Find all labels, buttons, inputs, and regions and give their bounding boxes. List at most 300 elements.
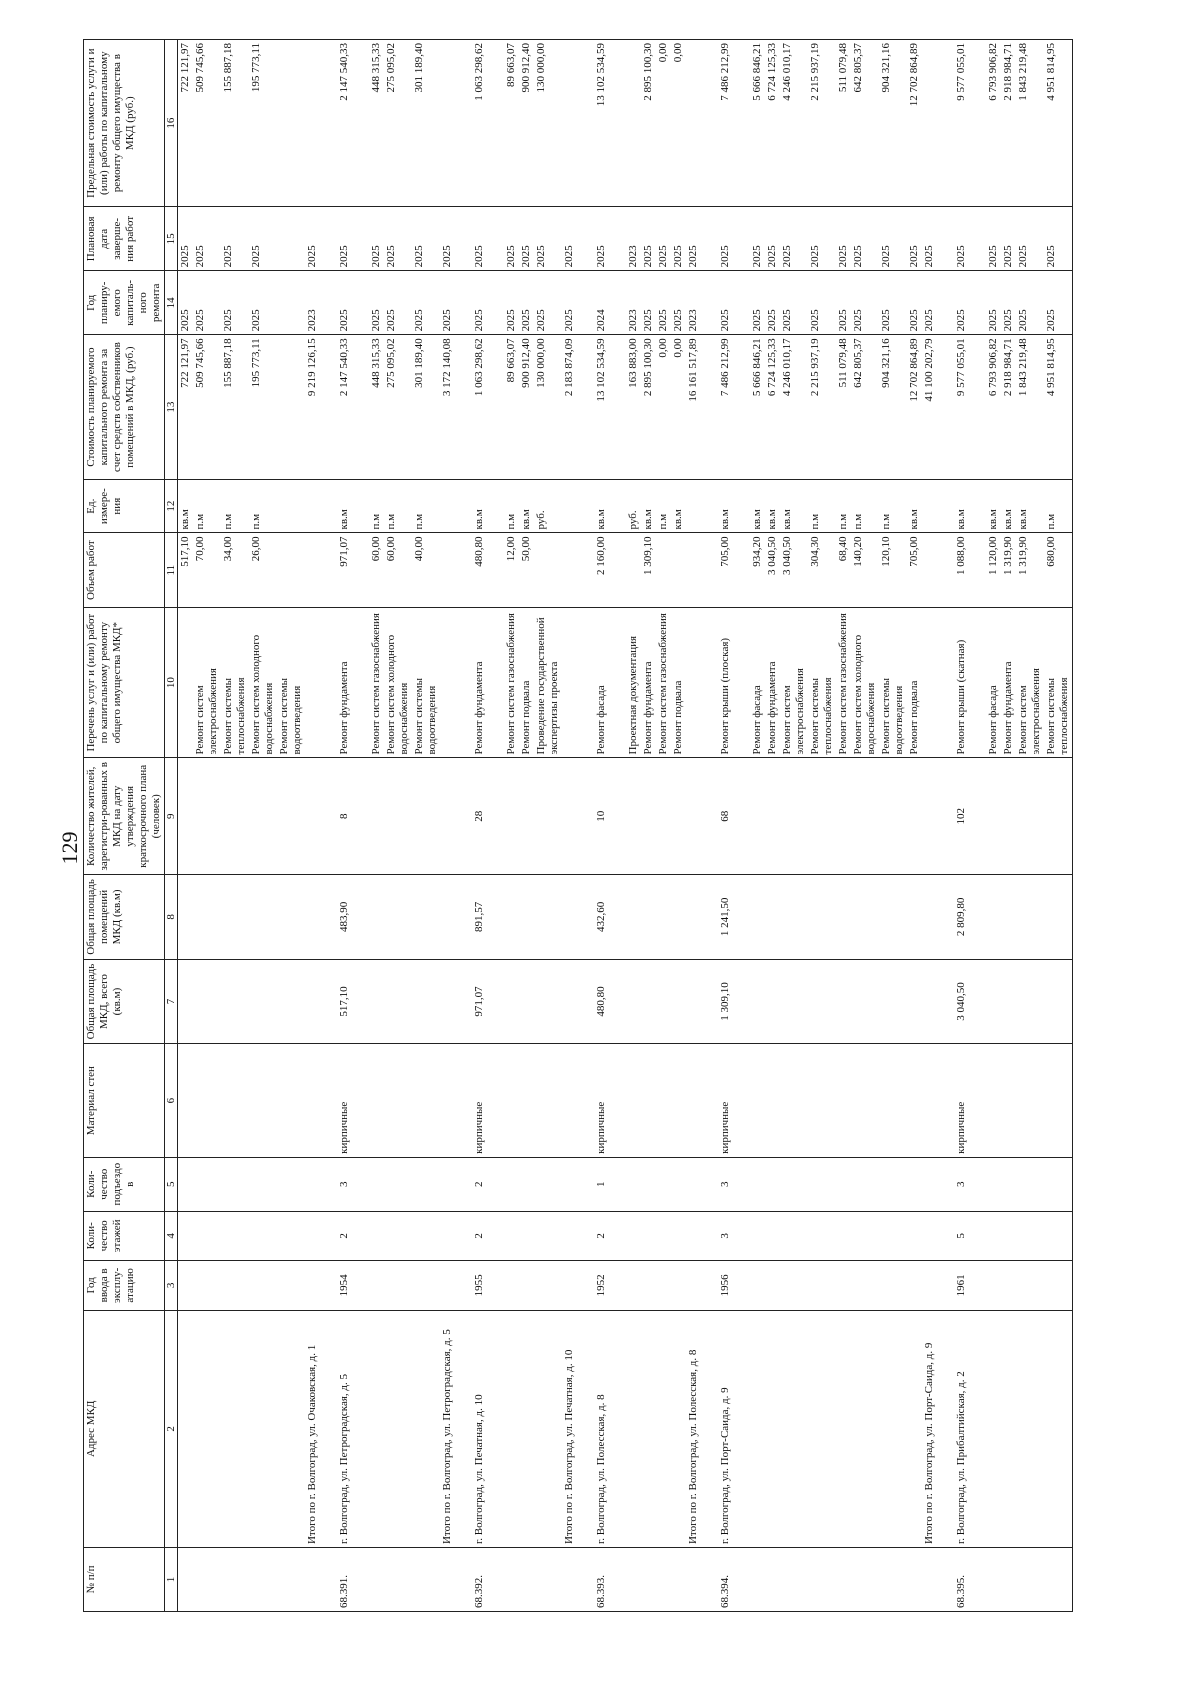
table-cell: 0,00 (671, 335, 686, 480)
table-cell (249, 1310, 277, 1547)
table-cell (922, 758, 954, 875)
table-cell (412, 959, 440, 1044)
table-cell (249, 758, 277, 875)
table-cell (562, 1211, 594, 1261)
table-row-house (594, 40, 626, 1612)
table-cell: п.м (1044, 479, 1073, 533)
table-cell: 1 241,50 (718, 875, 750, 960)
table-cell (686, 40, 718, 207)
table-cell: 2025 (851, 271, 879, 335)
table-cell: кв.м (718, 479, 750, 533)
table-cell: 2025 (641, 207, 656, 271)
table-cell: 2 (594, 1211, 626, 1261)
table-cell: Ремонт фасада (986, 607, 1001, 758)
table-cell: Ремонт системы теплоснабжения (1044, 607, 1073, 758)
table-cell: г. Волгоград, ул. Полесская, д. 8 (594, 1310, 626, 1547)
table-cell: 1952 (594, 1261, 626, 1311)
table-cell: 7 486 212,99 (718, 335, 750, 480)
table-cell (656, 1211, 671, 1261)
table-cell (922, 1261, 954, 1311)
table-cell (750, 1211, 765, 1261)
table-cell (671, 1157, 686, 1211)
table-cell (562, 607, 594, 758)
table-cell (277, 207, 305, 271)
table-cell (562, 758, 594, 875)
table-cell (193, 1157, 221, 1211)
table-cell: Ремонт системы водоотведения (879, 607, 907, 758)
table-cell: Ремонт подвала (519, 607, 534, 758)
table-cell: 26,00 (249, 533, 277, 607)
table-cell: 3 (337, 1157, 369, 1211)
table-cell: 2 147 540,33 (337, 335, 369, 480)
table-cell: 2025 (369, 207, 384, 271)
table-cell (656, 533, 671, 607)
table-cell (641, 1261, 656, 1311)
table-cell (305, 607, 337, 758)
table-row-house (562, 40, 594, 1612)
table-cell (519, 1261, 534, 1311)
table-cell: 2025 (562, 207, 594, 271)
table-cell (907, 1157, 922, 1211)
table-cell (534, 1044, 562, 1158)
table-body (178, 40, 1073, 1612)
table-cell: 2025 (986, 207, 1001, 271)
table-cell: Проведение государственной экспертизы проекта (534, 607, 562, 758)
table-cell (412, 1261, 440, 1311)
table-cell (178, 959, 194, 1044)
table-cell (641, 1548, 656, 1612)
table-cell: п.м (851, 479, 879, 533)
table-cell (1001, 1261, 1016, 1311)
table-cell (440, 1044, 472, 1158)
table-cell (178, 1548, 194, 1612)
table-cell (656, 1548, 671, 1612)
table-cell (851, 1548, 879, 1612)
table-cell (519, 1548, 534, 1612)
table-cell: 480,80 (472, 533, 504, 607)
table-cell (808, 1310, 836, 1547)
table-cell (686, 1548, 718, 1612)
table-cell: 2025 (504, 207, 519, 271)
table-cell: кв.м (519, 479, 534, 533)
table-cell (519, 1211, 534, 1261)
table-cell: 5 (954, 1211, 986, 1261)
table-cell: 2025 (594, 207, 626, 271)
table-cell: 3 (954, 1157, 986, 1211)
table-cell: 2025 (780, 271, 808, 335)
table-cell (384, 1548, 412, 1612)
table-cell (671, 1044, 686, 1158)
table-cell: 1 319,90 (1016, 533, 1044, 607)
table-cell: 2025 (808, 271, 836, 335)
table-row-house (954, 40, 986, 1612)
table-cell: 60,00 (369, 533, 384, 607)
table-cell (504, 1261, 519, 1311)
table-cell (369, 875, 384, 960)
table-cell: 1954 (337, 1261, 369, 1311)
table-cell (277, 1044, 305, 1158)
table-row-work (534, 40, 562, 1612)
table-cell (384, 959, 412, 1044)
table-cell: 2025 (337, 271, 369, 335)
table-cell: Ремонт систем электроснабжения (1016, 607, 1044, 758)
table-cell: Ремонт подвала (907, 607, 922, 758)
table-cell: Ремонт фасада (594, 607, 626, 758)
table-cell: 1 (594, 1157, 626, 1211)
table-row-work (412, 40, 440, 1612)
table-cell (412, 1044, 440, 1158)
table-cell (851, 1261, 879, 1311)
table-cell (305, 1548, 337, 1612)
table-cell (277, 1157, 305, 1211)
table-cell: 642 805,37 (851, 40, 879, 207)
table-cell (671, 1548, 686, 1612)
column-header-16: Предельная стоимость услуги и (или) работы по капитальному ремонту общего имущества в МКД (руб.) (84, 40, 165, 207)
table-cell (780, 959, 808, 1044)
table-cell: 2025 (178, 271, 194, 335)
table-cell: 480,80 (594, 959, 626, 1044)
table-cell (671, 533, 686, 607)
column-number-4: 4 (165, 1211, 178, 1261)
table-cell (836, 1310, 851, 1547)
table-cell: 0,00 (656, 40, 671, 207)
table-cell (277, 1211, 305, 1261)
table-cell: 891,57 (472, 875, 504, 960)
table-cell (836, 875, 851, 960)
table-cell (626, 1044, 641, 1158)
table-cell (626, 875, 641, 960)
table-cell (562, 479, 594, 533)
table-cell: 2024 (594, 271, 626, 335)
table-cell: 2025 (221, 207, 249, 271)
table-cell (671, 875, 686, 960)
table-cell: 2025 (337, 207, 369, 271)
table-cell (808, 1211, 836, 1261)
table-cell (750, 1044, 765, 1158)
table-row-work (369, 40, 384, 1612)
table-cell: кирпичные (954, 1044, 986, 1158)
table-cell (562, 1044, 594, 1158)
table-cell: 68 (718, 758, 750, 875)
table-row-work (907, 40, 922, 1612)
table-cell (851, 959, 879, 1044)
table-cell (412, 1211, 440, 1261)
table-cell: Итого по г. Волгоград, ул. Петроградская, д. 5 (440, 1310, 472, 1547)
table-cell: 2025 (641, 271, 656, 335)
table-cell: г. Волгоград, ул. Петроградская, д. 5 (337, 1310, 369, 1547)
table-cell: 10 (594, 758, 626, 875)
table-cell (1044, 1310, 1073, 1547)
table-cell (808, 1261, 836, 1311)
table-cell: 3 (718, 1157, 750, 1211)
table-cell: 2025 (1044, 271, 1073, 335)
table-cell: 6 724 125,33 (765, 40, 780, 207)
table-cell: кирпичные (718, 1044, 750, 1158)
table-cell: 0,00 (656, 335, 671, 480)
table-cell: 120,10 (879, 533, 907, 607)
table-cell: Проектная документация (626, 607, 641, 758)
table-cell (836, 1211, 851, 1261)
table-cell (504, 959, 519, 1044)
column-number-13: 13 (165, 335, 178, 480)
table-cell (562, 1548, 594, 1612)
table-cell: 2025 (1001, 271, 1016, 335)
table-cell (178, 1157, 194, 1211)
table-cell (249, 1044, 277, 1158)
table-cell (808, 959, 836, 1044)
table-cell (656, 959, 671, 1044)
table-cell: 102 (954, 758, 986, 875)
table-cell (221, 1261, 249, 1311)
table-cell (1001, 875, 1016, 960)
table-cell: 130 000,00 (534, 40, 562, 207)
column-header-12: Ед. измере-ния (84, 479, 165, 533)
table-cell: 1 120,00 (986, 533, 1001, 607)
table-cell: п.м (836, 479, 851, 533)
table-cell: кв.м (178, 479, 194, 533)
table-cell (780, 1157, 808, 1211)
table-cell: 2025 (519, 271, 534, 335)
column-header-9: Количество жителей, зарегистри-рованных в МКД на дату утверждения краткосрочного плана (человек) (84, 758, 165, 875)
table-cell (1044, 758, 1073, 875)
table-cell (440, 1261, 472, 1311)
table-row-work (986, 40, 1001, 1612)
table-cell (879, 1261, 907, 1311)
table-cell: 2 160,00 (594, 533, 626, 607)
table-cell: 3 040,50 (954, 959, 986, 1044)
table-cell: 722 121,97 (178, 335, 194, 480)
table-cell (1001, 959, 1016, 1044)
table-cell (986, 1310, 1001, 1547)
table-cell: 2025 (808, 207, 836, 271)
table-cell (1044, 1548, 1073, 1612)
column-number-8: 8 (165, 875, 178, 960)
table-cell: 2 147 540,33 (337, 40, 369, 207)
table-cell: 900 912,40 (519, 335, 534, 480)
table-cell (686, 758, 718, 875)
table-cell (277, 758, 305, 875)
table-cell: 2025 (718, 207, 750, 271)
table-cell: 2025 (907, 271, 922, 335)
table-row-work (249, 40, 277, 1612)
table-cell: 2 895 100,30 (641, 40, 656, 207)
table-cell: 41 100 202,79 (922, 335, 954, 480)
table-cell (412, 875, 440, 960)
table-cell: Ремонт систем газоснабжения (656, 607, 671, 758)
table-cell (221, 1044, 249, 1158)
table-cell (305, 533, 337, 607)
table-cell (412, 1157, 440, 1211)
table-cell (440, 1548, 472, 1612)
column-number-7: 7 (165, 959, 178, 1044)
table-cell (1044, 875, 1073, 960)
table-cell: 2025 (534, 271, 562, 335)
table-cell: Ремонт системы водоотведения (412, 607, 440, 758)
table-cell (1044, 959, 1073, 1044)
table-cell: 2025 (384, 271, 412, 335)
table-cell: Ремонт систем газоснабжения (369, 607, 384, 758)
table-cell: 68,40 (836, 533, 851, 607)
table-cell: 971,07 (337, 533, 369, 607)
table-cell (193, 959, 221, 1044)
table-cell: 2025 (780, 207, 808, 271)
table-cell: 517,10 (178, 533, 194, 607)
table-cell (879, 1157, 907, 1211)
table-cell (641, 959, 656, 1044)
table-cell: 3 172 140,08 (440, 335, 472, 480)
table-cell: 2025 (1044, 207, 1073, 271)
column-header-10: Перечень услуг и (или) работ по капитальному ремонту общего имущества МКД* (84, 607, 165, 758)
table-cell (305, 40, 337, 207)
table-cell (922, 1157, 954, 1211)
table-cell: 13 102 534,59 (594, 40, 626, 207)
table-cell (641, 1211, 656, 1261)
table-cell: 2025 (519, 207, 534, 271)
table-cell: 275 095,02 (384, 335, 412, 480)
table-cell: Итого по г. Волгоград, ул. Печатная, д. 10 (562, 1310, 594, 1547)
table-cell (277, 40, 305, 207)
table-cell: 1961 (954, 1261, 986, 1311)
table-cell (986, 1261, 1001, 1311)
table-cell: Ремонт крыши (плоская) (718, 607, 750, 758)
table-cell (671, 1211, 686, 1261)
rotated-table-sheet (83, 39, 1200, 1612)
table-cell: 6 793 906,82 (986, 335, 1001, 480)
table-cell: Ремонт системы теплоснабжения (221, 607, 249, 758)
table-cell: кв.м (641, 479, 656, 533)
table-cell (440, 758, 472, 875)
column-number-1: 1 (165, 1548, 178, 1612)
table-cell: кв.м (671, 479, 686, 533)
table-cell (626, 1157, 641, 1211)
table-cell: 68.392. (472, 1548, 504, 1612)
table-cell (765, 1310, 780, 1547)
table-cell (879, 1310, 907, 1547)
table-cell (178, 1211, 194, 1261)
table-cell (1044, 1157, 1073, 1211)
table-cell: 68.391. (337, 1548, 369, 1612)
table-cell (1016, 1157, 1044, 1211)
table-cell (504, 875, 519, 960)
table-cell (986, 1211, 1001, 1261)
table-cell: г. Волгоград, ул. Прибалтийская, д. 2 (954, 1310, 986, 1547)
table-cell (686, 479, 718, 533)
table-cell: п.м (656, 479, 671, 533)
table-cell: 2025 (1016, 207, 1044, 271)
table-cell: 1956 (718, 1261, 750, 1311)
table-cell (808, 758, 836, 875)
table-cell (765, 1261, 780, 1311)
table-cell (1001, 1157, 1016, 1211)
table-cell (1016, 1548, 1044, 1612)
table-cell: 2025 (954, 207, 986, 271)
table-cell: 2025 (879, 207, 907, 271)
table-cell: 705,00 (907, 533, 922, 607)
table-cell (369, 758, 384, 875)
table-cell: 3 040,50 (780, 533, 808, 607)
table-cell (519, 875, 534, 960)
table-cell (922, 1548, 954, 1612)
table-cell (440, 479, 472, 533)
table-cell: 680,00 (1044, 533, 1073, 607)
table-cell (221, 758, 249, 875)
table-cell: 1 309,10 (718, 959, 750, 1044)
table-cell: 2025 (750, 207, 765, 271)
table-cell (922, 1044, 954, 1158)
table-cell: кв.м (594, 479, 626, 533)
table-cell (656, 758, 671, 875)
table-cell: 12,00 (504, 533, 519, 607)
table-cell: Ремонт систем холодного водоснабжения (384, 607, 412, 758)
table-cell: 2025 (686, 207, 718, 271)
table-cell: 511 079,48 (836, 40, 851, 207)
table-cell (986, 1157, 1001, 1211)
table-row-work (626, 40, 641, 1612)
table-cell: 16 161 517,89 (686, 335, 718, 480)
table-cell: 2025 (765, 271, 780, 335)
table-cell (369, 1211, 384, 1261)
table-cell: 509 745,66 (193, 40, 221, 207)
table-cell: 2025 (986, 271, 1001, 335)
table-cell (221, 1310, 249, 1547)
table-cell: 2025 (305, 207, 337, 271)
table-cell: 40,00 (412, 533, 440, 607)
table-row-work (193, 40, 221, 1612)
table-cell: 163 883,00 (626, 335, 641, 480)
table-cell (907, 1261, 922, 1311)
table-cell: 195 773,11 (249, 335, 277, 480)
table-cell (277, 271, 305, 335)
column-header-7: Общая площадь МКД, всего (кв.м) (84, 959, 165, 1044)
table-cell (305, 1211, 337, 1261)
table-cell (907, 1310, 922, 1547)
column-number-3: 3 (165, 1261, 178, 1311)
table-cell (780, 1310, 808, 1547)
table-cell (907, 959, 922, 1044)
table-cell: кв.м (780, 479, 808, 533)
table-cell: Ремонт систем холодного водоснабжения (249, 607, 277, 758)
column-header-11: Объем работ (84, 533, 165, 607)
table-cell (178, 875, 194, 960)
table-cell: 2025 (836, 271, 851, 335)
table-cell: 2023 (686, 271, 718, 335)
table-cell (836, 959, 851, 1044)
table-cell: п.м (504, 479, 519, 533)
table-row-house (686, 40, 718, 1612)
column-number-10: 10 (165, 607, 178, 758)
table-cell: Итого по г. Волгоград, ул. Полесская, д. 8 (686, 1310, 718, 1547)
table-cell: 4 951 814,95 (1044, 335, 1073, 480)
table-cell: 722 121,97 (178, 40, 194, 207)
table-cell: 2025 (562, 271, 594, 335)
table-cell: кв.м (986, 479, 1001, 533)
table-cell: 517,10 (337, 959, 369, 1044)
table-cell: 2 215 937,19 (808, 40, 836, 207)
table-row-work (384, 40, 412, 1612)
table-cell (277, 1548, 305, 1612)
table-row-work (221, 40, 249, 1612)
table-cell (305, 1157, 337, 1211)
table-cell: 1 088,00 (954, 533, 986, 607)
table-cell (519, 1157, 534, 1211)
table-cell: 9 577 055,01 (954, 40, 986, 207)
table-row-work (641, 40, 656, 1612)
table-cell (656, 1044, 671, 1158)
table-cell (519, 959, 534, 1044)
table-cell (440, 607, 472, 758)
table-cell: 5 666 846,21 (750, 40, 765, 207)
table-cell: 1 309,10 (641, 533, 656, 607)
